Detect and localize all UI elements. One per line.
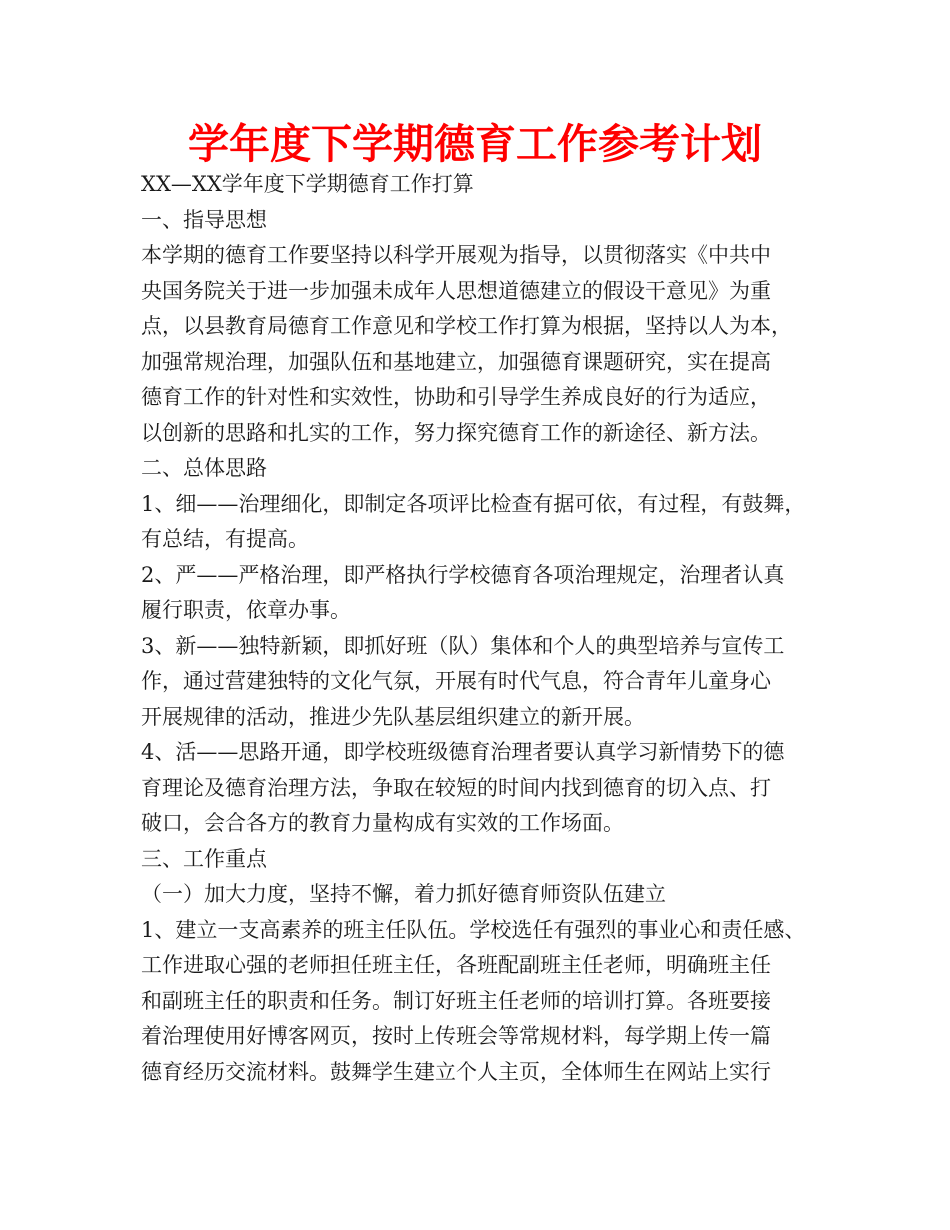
body-line: 以创新的思路和扎实的工作，努力探究德育工作的新途径、新方法。 — [141, 420, 771, 445]
document-body — [141, 167, 831, 1090]
body-line: 德育经历交流材料。鼓舞学生建立个人主页，全体师生在网站上实行 — [141, 1059, 771, 1084]
body-line: 2、严——严格治理，即严格执行学校德育各项治理规定，治理者认真 — [141, 562, 785, 587]
body-line: 1、建立一支高素养的班主任队伍。学校选任有强烈的事业心和责任感、 — [141, 917, 806, 942]
body-line: 履行职责，依章办事。 — [141, 598, 351, 622]
body-line: 育理论及德育治理方法，争取在较短的时间内找到德育的切入点、打 — [141, 775, 771, 800]
body-line: 德育工作的针对性和实效性，协助和引导学生养成良好的行为适应， — [141, 385, 771, 409]
body-line: 开展规律的活动，推进少先队基层组织建立的新开展。 — [141, 704, 645, 729]
body-line: 破口，会合各方的教育力量构成有实效的工作场面。 — [141, 811, 624, 835]
body-line: XX—XX学年度下学期德育工作打算 — [141, 172, 474, 196]
body-line: 三、工作重点 — [141, 846, 267, 871]
body-line: 和副班主任的职责和任务。制订好班主任老师的培训打算。各班要接 — [141, 988, 771, 1013]
body-line: （一）加大力度，坚持不懈，着力抓好德育师资队伍建立 — [141, 882, 666, 906]
body-line: 加强常规治理，加强队伍和基地建立，加强德育课题研究，实在提高 — [141, 349, 771, 374]
body-line: 着治理使用好博客网页，按时上传班会等常规材料，每学期上传一篇 — [141, 1024, 771, 1048]
body-line: 工作进取心强的老师担任班主任，各班配副班主任老师，明确班主任 — [141, 953, 771, 977]
body-line: 有总结，有提高。 — [141, 527, 309, 551]
body-line: 本学期的德育工作要坚持以科学开展观为指导，以贯彻落实《中共中 — [141, 243, 771, 267]
body-line: 央国务院关于进一步加强未成年人思想道德建立的假设干意见》为重 — [141, 278, 771, 303]
body-line: 1、细——治理细化，即制定各项评比检查有据可依，有过程，有鼓舞， — [141, 491, 806, 516]
document-title: 学年度下学期德育工作参考计划 — [188, 120, 762, 168]
body-line: 3、新——独特新颖，即抓好班（队）集体和个人的典型培养与宣传工 — [141, 633, 785, 658]
body-line: 点，以县教育局德育工作意见和学校工作打算为根据，坚持以人为本， — [141, 314, 792, 338]
body-line: 4、活——思路开通，即学校班级德育治理者要认真学习新情势下的德 — [141, 740, 785, 764]
body-line: 作，通过营建独特的文化气氛，开展有时代气息，符合青年儿童身心 — [141, 669, 771, 693]
body-line: 一、指导思想 — [141, 207, 267, 232]
body-line: 二、总体思路 — [141, 456, 267, 480]
